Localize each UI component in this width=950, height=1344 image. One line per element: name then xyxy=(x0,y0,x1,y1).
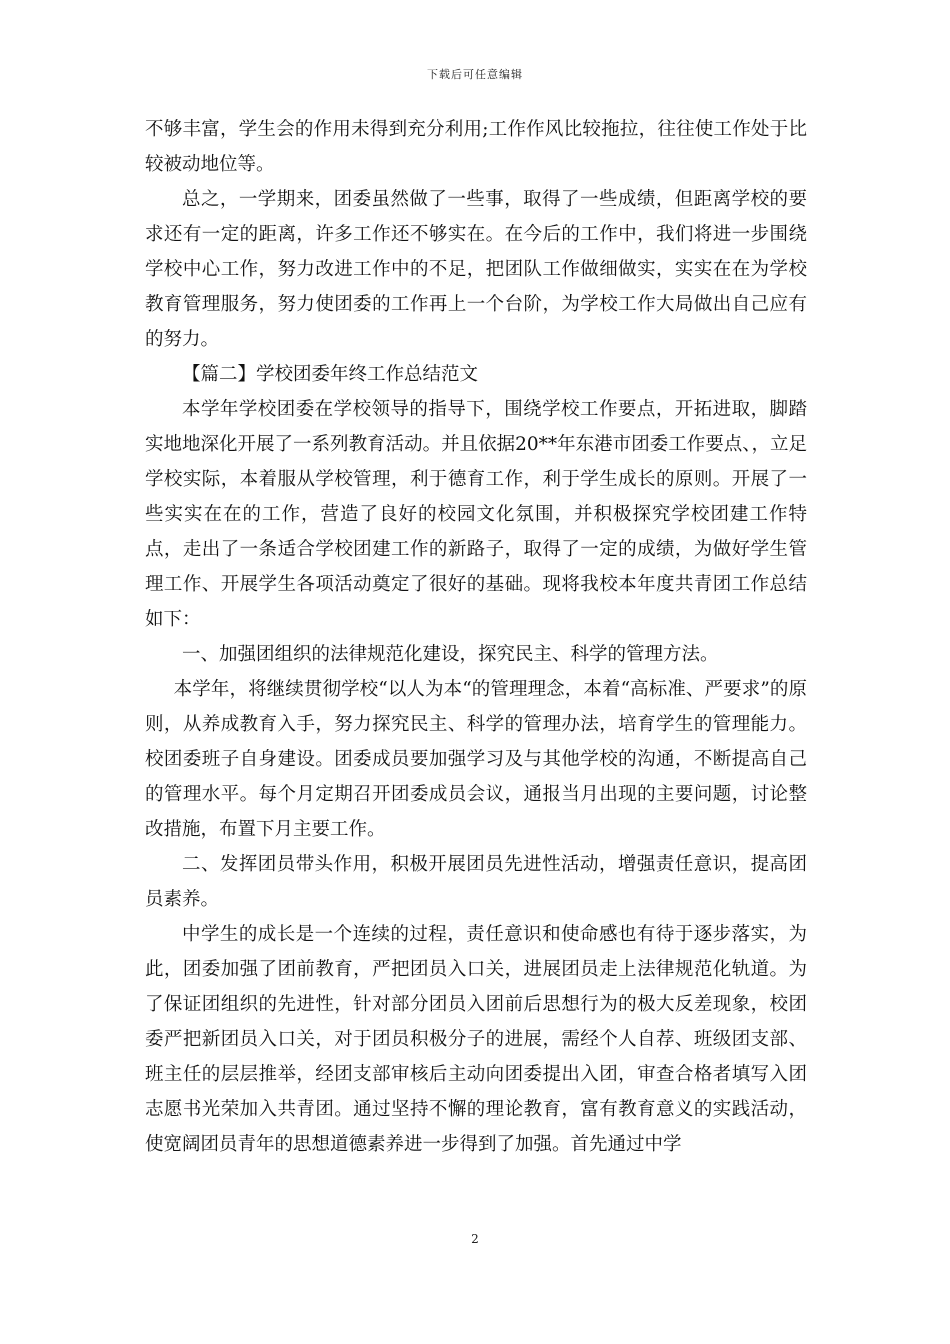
paragraph-summary: 总之，一学期来，团委虽然做了一些事，取得了一些成绩，但距离学校的要求还有一定的距离，许多工作还不够实在。在今后的工作中，我们将进一步围绕学校中心工作，努力改进工作中的不足，把团队工作做细做实，实实在在为学校教育管理服务，努力使团委的工作再上一个台阶，为学校工作大局做出自己应有的努力。 xyxy=(145,189,807,350)
paragraph-one: 本学年，将继续贯彻学校“以人为本“的管理理念，本着“高标准、严要求”的原则，从养成教育入手，努力探究民主、科学的管理办法，培育学生的管理能力。校团委班子自身建设。团委成员要加强学习及与其他学校的沟通，不断提高自己的管理水平。每个月定期召开团委成员会议，通报当月出现的主要问题，讨论整改措施，布置下月主要工作。 xyxy=(145,679,807,840)
page-number: 2 xyxy=(471,1232,479,1246)
paragraph-continuation: 不够丰富，学生会的作用未得到充分利用;工作作风比较拖拉，往往使工作处于比较被动地位等。 xyxy=(145,119,807,175)
document-body xyxy=(145,112,807,1162)
heading-two: 二、发挥团员带头作用，积极开展团员先进性活动，增强责任意识，提高团员素养。 xyxy=(145,854,807,910)
section-title: 【篇二】学校团委年终工作总结范文 xyxy=(182,364,479,385)
paragraph-two: 中学生的成长是一个连续的过程，责任意识和使命感也有待于逐步落实，为此，团委加强了团前教育，严把团员入口关，进展团员走上法律规范化轨道。为了保证团组织的先进性，针对部分团员入团前后思想行为的极大反差现象，校团委严把新团员入口关，对于团员积极分子的进展，需经个人自荐、班级团支部、班主任的层层推举，经团支部审核后主动向团委提出入团，审查合格者填写入团志愿书光荣加入共青团。通过坚持不懈的理论教育，富有教育意义的实践活动，使宽阔团员青年的思想道德素养进一步得到了加强。首先通过中学 xyxy=(145,924,807,1155)
heading-one: 一、加强团组织的法律规范化建设，探究民主、科学的管理方法。 xyxy=(182,644,719,665)
page-header: 下载后可任意编辑 xyxy=(427,68,523,81)
paragraph-intro: 本学年学校团委在学校领导的指导下，围绕学校工作要点，开拓进取，脚踏实地地深化开展了一系列教育活动。并且依据20**年东港市团委工作要点、，立足学校实际，本着服从学校管理，利于德育工作，利于学生成长的原则。开展了一些实实在在的工作，营造了良好的校园文化氛围，并积极探究学校团建工作特点，走出了一条适合学校团建工作的新路子，取得了一定的成绩，为做好学生管理工作、开展学生各项活动奠定了很好的基础。现将我校本年度共青团工作总结如下： xyxy=(145,399,807,630)
